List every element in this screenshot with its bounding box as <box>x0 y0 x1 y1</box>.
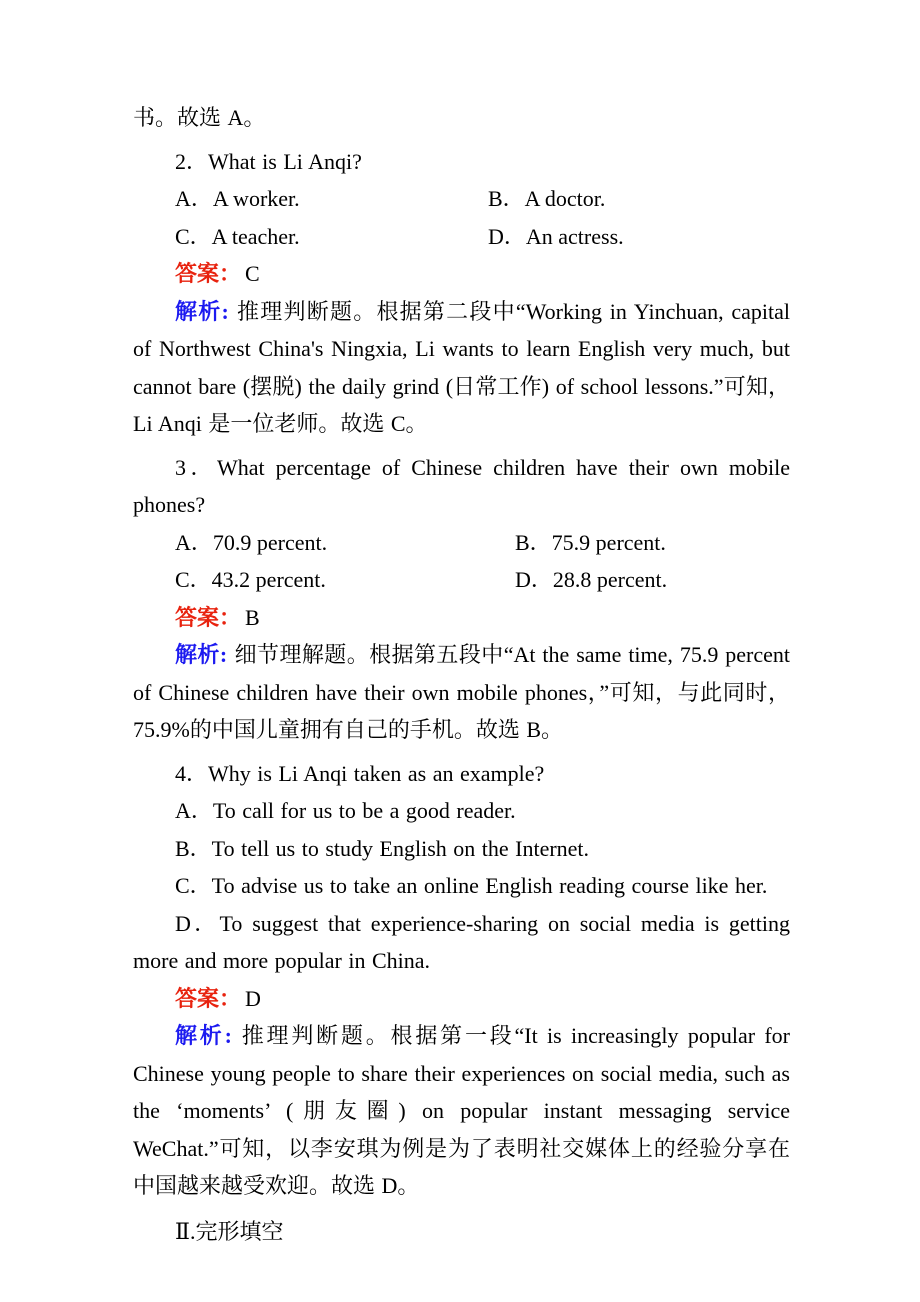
analysis-paragraph <box>133 293 790 443</box>
question-title-2: 2．What is Li Anqi? <box>175 148 362 174</box>
analysis-paragraph <box>133 1017 790 1205</box>
option-item: B．75.9 percent. <box>515 529 666 555</box>
option-item: C．To advise us to take an online English reading course like her. <box>175 873 768 898</box>
document-body <box>133 99 790 1250</box>
analysis-text: 推理判断题。根据第二段中“Working in Yinchuan, capital of Northwest China's Ningxia, Li wants to learn English very much, but cannot bare (摆脱) the daily grind (日常工作) of school lessons.”可知，Li Anqi 是一位老师。故选 C。 <box>133 298 790 436</box>
answer-label: 答案： <box>175 985 242 1011</box>
option-item: D．28.8 percent. <box>515 567 668 592</box>
options-question-2 <box>133 180 790 255</box>
analysis-text: 细节理解题。根据第五段中“At the same time, 75.9 percent of Chinese children have their own mobile phones，”可知，与此同时，75.9%的中国儿童拥有自己的手机。故选 B。 <box>133 642 791 742</box>
analysis-label: 解析: <box>175 1023 232 1048</box>
analysis-text: 推理判断题。根据第一段“It is increasingly popular for Chinese young people to share their experiences on social media, such as the ‘moments’ (朋友圈) on popular instant messaging service WeChat.”可知，以李安琪为例是为了表明社交媒体上的经验分享在中国越来越受欢迎。故选 D。 <box>133 1023 790 1198</box>
question-title-4: 4．Why is Li Anqi taken as an example? <box>175 760 545 786</box>
option-row <box>133 180 790 218</box>
options-question-3 <box>133 524 790 599</box>
answer-label: 答案： <box>175 604 242 630</box>
analysis-label: 解析: <box>175 642 228 667</box>
option-item: B．To tell us to study English on the Internet. <box>175 835 590 861</box>
option-row <box>133 561 790 599</box>
option-item: B．A doctor. <box>488 186 606 211</box>
answer-line <box>133 255 790 293</box>
answer-label: 答案： <box>175 261 242 286</box>
section-heading: Ⅱ.完形填空 <box>175 1218 284 1244</box>
answer-line <box>133 980 790 1018</box>
option-item: A．A worker. <box>175 186 300 211</box>
option-item: A．To call for us to be a good reader. <box>175 798 516 823</box>
option-item: C．A teacher. <box>175 223 300 249</box>
option-item: D．An actress. <box>488 223 624 249</box>
option-row <box>133 524 790 562</box>
answer-value: C <box>245 261 260 286</box>
paragraph-continuation: 书。故选 A。 <box>133 105 266 130</box>
analysis-label: 解析: <box>175 298 229 324</box>
option-row <box>133 218 790 256</box>
option-item: C．43.2 percent. <box>175 567 326 592</box>
answer-line <box>133 599 790 637</box>
answer-value: B <box>245 604 260 630</box>
answer-value: D <box>245 985 261 1011</box>
option-item: A．70.9 percent. <box>175 529 328 555</box>
question-title-3: 3．What percentage of Chinese children have their own mobile phones? <box>133 454 790 517</box>
option-item: D．To suggest that experience-sharing on social media is getting more and more popular in China. <box>133 910 790 973</box>
analysis-paragraph <box>133 636 790 749</box>
